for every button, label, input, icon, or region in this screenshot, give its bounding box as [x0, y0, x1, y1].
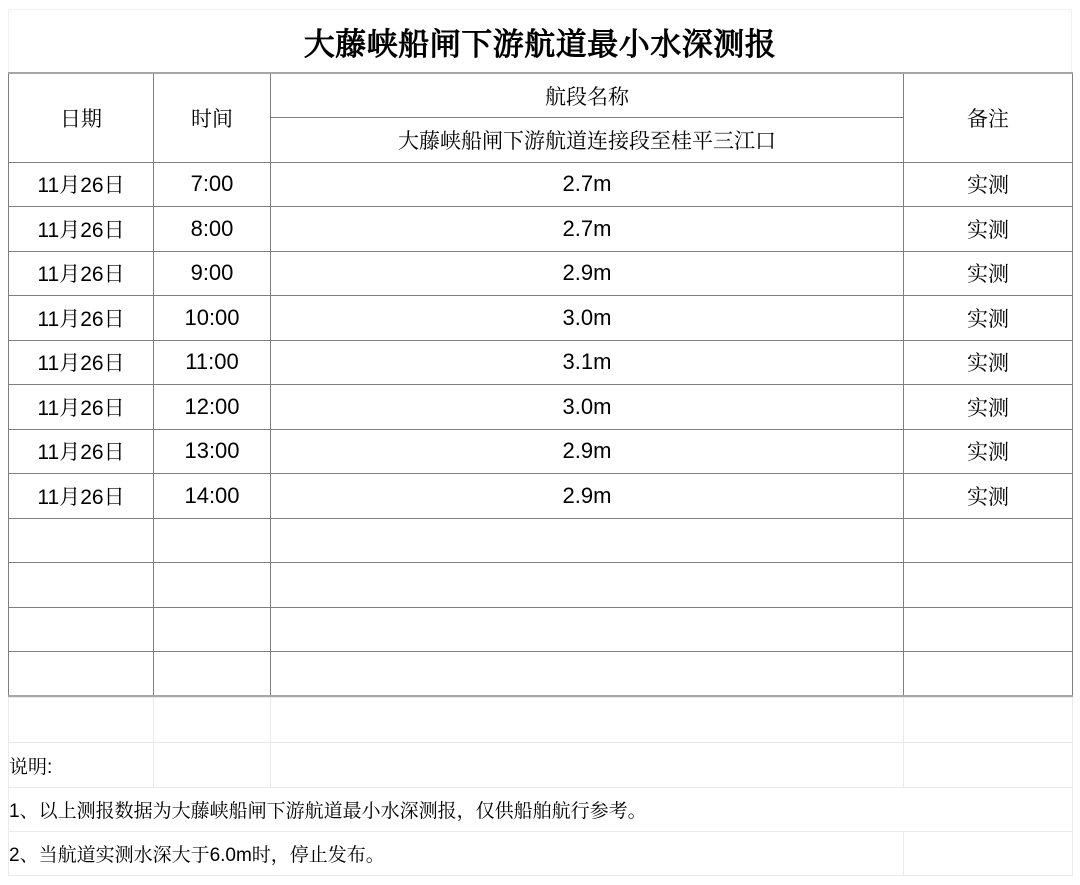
column-header-date: 日期 [9, 73, 154, 162]
remark-cell: 实测 [904, 251, 1073, 296]
empty-cell [271, 518, 904, 563]
depth-cell: 3.0m [271, 385, 904, 430]
table-row [9, 385, 1073, 430]
table-row [9, 429, 1073, 474]
depth-cell: 3.0m [271, 296, 904, 341]
empty-cell [904, 518, 1073, 563]
date-cell: 11月26日 [9, 207, 154, 252]
depth-cell: 3.1m [271, 340, 904, 385]
date-cell: 11月26日 [9, 340, 154, 385]
header-row-1 [9, 73, 1073, 118]
empty-cell [9, 652, 154, 697]
depth-report-table [8, 72, 1073, 697]
time-cell: 7:00 [154, 162, 271, 207]
empty-cell [154, 607, 271, 652]
note-row-1 [9, 788, 1073, 832]
remark-cell: 实测 [904, 207, 1073, 252]
empty-cell [271, 698, 904, 743]
time-cell: 9:00 [154, 251, 271, 296]
empty-cell [154, 563, 271, 608]
date-cell: 11月26日 [9, 385, 154, 430]
time-cell: 10:00 [154, 296, 271, 341]
empty-cell [154, 743, 271, 788]
empty-cell [904, 832, 1073, 876]
time-cell: 14:00 [154, 474, 271, 519]
depth-cell: 2.9m [271, 474, 904, 519]
page-title: 大藤峡船闸下游航道最小水深测报 [303, 26, 777, 62]
section-name-header: 大藤峡船闸下游航道连接段至桂平三江口 [271, 118, 904, 163]
empty-table-row [9, 518, 1073, 563]
remark-cell: 实测 [904, 340, 1073, 385]
table-row [9, 296, 1073, 341]
empty-cell [9, 518, 154, 563]
time-cell: 13:00 [154, 429, 271, 474]
remark-cell: 实测 [904, 385, 1073, 430]
time-cell: 12:00 [154, 385, 271, 430]
empty-cell [271, 563, 904, 608]
empty-cell [904, 607, 1073, 652]
time-cell: 8:00 [154, 207, 271, 252]
note-row-2 [9, 832, 1073, 876]
date-cell: 11月26日 [9, 474, 154, 519]
depth-cell: 2.7m [271, 207, 904, 252]
empty-cell [271, 607, 904, 652]
table-row [9, 340, 1073, 385]
empty-cell [904, 743, 1073, 788]
notes-label-row [9, 743, 1073, 788]
date-cell: 11月26日 [9, 296, 154, 341]
empty-cell [154, 518, 271, 563]
note-text-2: 2、当航道实测水深大于6.0m时，停止发布。 [9, 832, 904, 876]
table-row [9, 162, 1073, 207]
depth-cell: 2.7m [271, 162, 904, 207]
empty-cell [154, 652, 271, 697]
empty-cell [904, 652, 1073, 697]
table-row [9, 207, 1073, 252]
light-empty-row [9, 698, 1073, 743]
remark-cell: 实测 [904, 162, 1073, 207]
column-header-remark: 备注 [904, 73, 1073, 162]
column-header-time: 时间 [154, 73, 271, 162]
date-cell: 11月26日 [9, 251, 154, 296]
remark-cell: 实测 [904, 429, 1073, 474]
remark-cell: 实测 [904, 296, 1073, 341]
empty-cell [271, 652, 904, 697]
empty-cell [271, 743, 904, 788]
report-title-box [8, 9, 1072, 72]
column-header-section: 航段名称 [271, 73, 904, 118]
empty-cell [154, 698, 271, 743]
table-row [9, 251, 1073, 296]
empty-cell [904, 563, 1073, 608]
time-cell: 11:00 [154, 340, 271, 385]
depth-cell: 2.9m [271, 429, 904, 474]
note-text-1: 1、以上测报数据为大藤峡船闸下游航道最小水深测报，仅供船舶航行参考。 [9, 788, 1073, 832]
notes-section [8, 697, 1073, 876]
table-row [9, 474, 1073, 519]
empty-cell [904, 698, 1073, 743]
depth-cell: 2.9m [271, 251, 904, 296]
empty-table-row [9, 563, 1073, 608]
date-cell: 11月26日 [9, 162, 154, 207]
remark-cell: 实测 [904, 474, 1073, 519]
notes-label: 说明: [9, 743, 154, 788]
date-cell: 11月26日 [9, 429, 154, 474]
empty-table-row [9, 607, 1073, 652]
empty-cell [9, 607, 154, 652]
empty-cell [9, 563, 154, 608]
empty-cell [9, 698, 154, 743]
empty-table-row [9, 652, 1073, 697]
